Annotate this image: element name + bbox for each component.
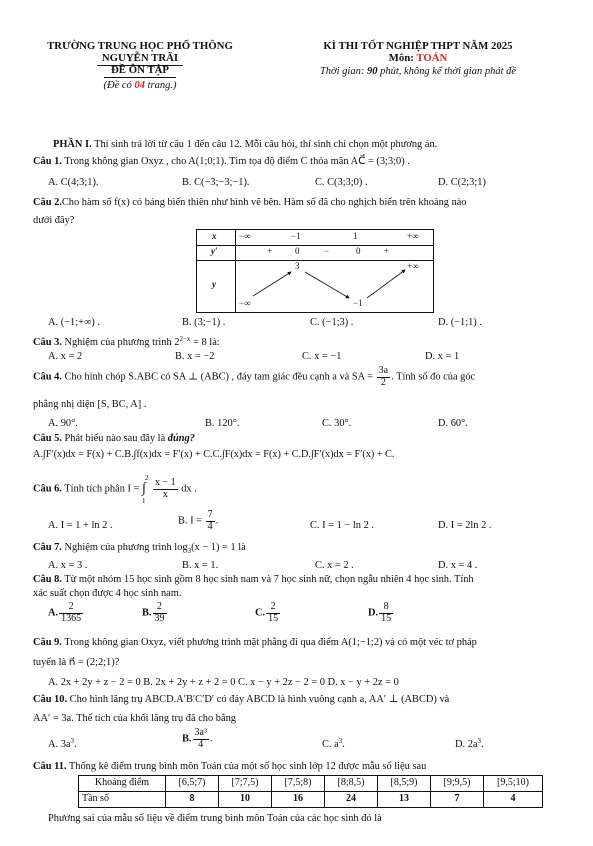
table-cell: 24	[325, 792, 378, 808]
q3-option-a[interactable]: A. x = 2	[48, 351, 83, 362]
q2-option-d[interactable]: D. (−1;1) .	[438, 317, 482, 328]
table-cell: [8;8,5)	[325, 776, 378, 792]
q11-question-line: Phương sai của mẫu số liệu về điểm trung bình môn Toán của các học sinh đó là	[48, 813, 382, 824]
q1-option-a[interactable]: A. C(4;3;1).	[48, 177, 99, 188]
vt-arrows	[197, 230, 433, 312]
table-row	[79, 792, 543, 808]
doc-type: ĐỀ ÔN TẬP	[111, 64, 169, 76]
q4-option-c[interactable]: C. 30°.	[322, 418, 352, 429]
vt-yp-label: y′	[211, 246, 218, 256]
q8-option-c[interactable]: C. $\frac{2}{15}$	[255, 601, 279, 624]
q7-option-b[interactable]: B. x = 1.	[182, 560, 219, 571]
q7-option-d[interactable]: D. x = 4 .	[438, 560, 478, 571]
table-cell: [7,5;8)	[272, 776, 325, 792]
q7-option-a[interactable]: A. x = 3 .	[48, 560, 88, 571]
vt-x-val-2: 1	[353, 231, 358, 241]
q2-option-a[interactable]: A. (−1;+∞) .	[48, 317, 101, 328]
vt-x-val-1: −1	[291, 231, 301, 241]
q10-option-a[interactable]: A. $3a^3$.	[48, 737, 77, 750]
q4-stem: Câu 4. Cho hình chóp S.ABC có SA ⊥ (ABC) , đáy tam giác đều cạnh a và SA = $\frac{3a}{2}$ . Tính số đo của góc	[33, 365, 476, 388]
doc-type-underline	[104, 77, 176, 78]
table-header-cell: Tần số	[79, 792, 166, 808]
vt-yp-sign-2: −	[324, 246, 330, 256]
table-cell: 4	[484, 792, 543, 808]
q7-option-c[interactable]: C. x = 2 .	[315, 560, 354, 571]
vt-yp-sign-3: 0	[356, 246, 361, 256]
q4-option-b[interactable]: B. 120°.	[205, 418, 240, 429]
q4-option-a[interactable]: A. 90°.	[48, 418, 78, 429]
table-cell: 13	[378, 792, 431, 808]
time-line: Thời gian: 90 phút, không kể thời gian phát đề	[319, 66, 517, 77]
q8-option-d[interactable]: D. $\frac{8}{15}$	[368, 601, 392, 624]
q10-stem-line2: AA′ = 3a. Thể tích của khối lăng trụ đã cho bằng	[33, 713, 236, 724]
q4-option-d[interactable]: D. 60°.	[438, 418, 468, 429]
q3-option-c[interactable]: C. x = −1	[302, 351, 342, 362]
q11-stem: Câu 11. Thống kê điểm trung bình môn Toán của một số học sinh lớp 12 được mẫu số liệu sau	[33, 761, 427, 772]
table-cell: [6,5;7)	[166, 776, 219, 792]
q1-option-c[interactable]: C. C(3;3;0) .	[315, 177, 368, 188]
q8-stem-line2: xác suất chọn được 4 học sinh nam.	[33, 588, 182, 599]
table-cell: [9,5;10)	[484, 776, 543, 792]
table-row	[79, 776, 543, 792]
vt-y-val-minusinf: −∞	[239, 298, 251, 308]
q3-option-d[interactable]: D. x = 1	[425, 351, 460, 362]
vt-x-val-0: −∞	[239, 231, 251, 241]
q9-stem-line2: tuyến là n⃗ = (2;2;1)?	[33, 657, 120, 668]
table-cell: [7;7,5)	[219, 776, 272, 792]
q7-stem: Câu 7. Nghiệm của phương trình $\log_3(x - 1) = 1$ là	[33, 542, 246, 556]
q10-option-b[interactable]: B. $\frac{\text{3a³}}{4}$ .	[182, 727, 213, 750]
q6-option-c[interactable]: C. I = 1 − ln 2 .	[310, 520, 374, 531]
vt-y-val-min: −1	[353, 298, 363, 308]
q1-option-b[interactable]: B. C(−3;−3;−1).	[182, 177, 250, 188]
q1-option-d[interactable]: D. C(2;3;1)	[438, 177, 486, 188]
vt-yp-sign-1: 0	[295, 246, 300, 256]
part1-instruction: PHẦN I. Thí sinh trả lời từ câu 1 đến câu 12. Mỗi câu hỏi, thí sinh chỉ chọn một phương án.	[53, 139, 438, 150]
q10-option-c[interactable]: C. $a^3$.	[322, 737, 345, 750]
q6-option-d[interactable]: D. I = 2ln 2 .	[438, 520, 492, 531]
q1-stem: Câu 1. Trong không gian Oxyz , cho A(1;0;1). Tìm tọa độ điểm C thỏa mãn AC⃗ = (3;3;0) .	[33, 156, 410, 167]
vt-yp-sign-0: +	[267, 246, 273, 256]
frequency-table	[78, 775, 543, 808]
q5-options[interactable]: A.∫F′(x)dx = F(x) + C.B.∫f(x)dx = F′(x) + C.C.∫F(x)dx = F(x) + C.D.∫F′(x)dx = F′(x) + C.	[33, 449, 395, 460]
q8-option-a[interactable]: A. $\frac{2}{1365}$	[48, 601, 82, 624]
q8-option-b[interactable]: B. $\frac{2}{39}$	[142, 601, 165, 624]
page-count-note: (Đề có 04 trang.)	[103, 80, 177, 91]
q6-stem: Câu 6. Tính tích phân I = 2 ∫ 1 $\frac{x - 1}{x}$ dx .	[33, 474, 197, 505]
table-cell: 8	[166, 792, 219, 808]
q2-option-c[interactable]: C. (−1;3) .	[310, 317, 354, 328]
table-cell: [9;9,5)	[431, 776, 484, 792]
table-cell: 7	[431, 792, 484, 808]
table-cell: 16	[272, 792, 325, 808]
table-cell: 10	[219, 792, 272, 808]
q6-option-b[interactable]: B. I = $\frac{7}{4}$ .	[178, 509, 219, 532]
q10-option-d[interactable]: D. $2a^3$.	[455, 737, 484, 750]
subject-line: Môn: TOÁN	[388, 52, 448, 64]
q3-option-b[interactable]: B. x = −2	[175, 351, 215, 362]
vt-x-label: x	[212, 231, 217, 241]
q8-stem: Câu 8. Từ một nhóm 15 học sinh gồm 8 học sinh nam và 7 học sinh nữ, chọn ngẫu nhiên 4 học sinh. Tính	[33, 574, 474, 585]
vt-y-val-max: 3	[295, 261, 300, 271]
q9-stem: Câu 9. Trong không gian Oxyz, viết phương trình mặt phẳng đi qua điểm A(1;−1;2) và có một véc tơ pháp	[33, 637, 477, 648]
table-header-cell: Khoảng điểm	[79, 776, 166, 792]
q2-stem: Câu 2.Cho hàm số f(x) có bảng biến thiên như hình vẽ bên. Hàm số đã cho nghịch biến trên khoảng nào	[33, 197, 467, 208]
school-name-line2: NGUYỄN TRÃI	[101, 52, 179, 64]
q10-stem: Câu 10. Cho hình lăng trụ ABCD.A′B′C′D′ có đáy ABCD là hình vuông cạnh a, AA′ ⊥ (ABCD) và	[33, 694, 450, 705]
q4-stem-line2: phẳng nhị diện [S, BC, A] .	[33, 399, 147, 410]
variation-table	[196, 229, 434, 313]
q3-stem: Câu 3. Nghiệm của phương trình $2^{2-x} = 8$ là:	[33, 335, 220, 348]
q6-option-a[interactable]: A. I = 1 + ln 2 .	[48, 520, 113, 531]
table-cell: [8,5;9)	[378, 776, 431, 792]
vt-y-label: y	[212, 279, 216, 289]
q2-stem-line2: dưới đây?	[33, 215, 75, 226]
school-name-line1: TRƯỜNG TRUNG HỌC PHỔ THÔNG	[47, 40, 233, 52]
q2-option-b[interactable]: B. (3;−1) .	[182, 317, 226, 328]
q5-stem: Câu 5. Phát biểu nào sau đây là đúng?	[33, 433, 195, 444]
exam-title: KÌ THI TỐT NGHIỆP THPT NĂM 2025	[323, 40, 513, 52]
vt-y-val-plusinf: +∞	[407, 261, 419, 271]
vt-x-val-3: +∞	[407, 231, 419, 241]
q9-options[interactable]: A. 2x + 2y + z − 2 = 0 B. 2x + 2y + z + 2 = 0 C. x − y + 2z − 2 = 0 D. x − y + 2z = 0	[48, 677, 399, 688]
vt-yp-sign-4: +	[384, 246, 390, 256]
